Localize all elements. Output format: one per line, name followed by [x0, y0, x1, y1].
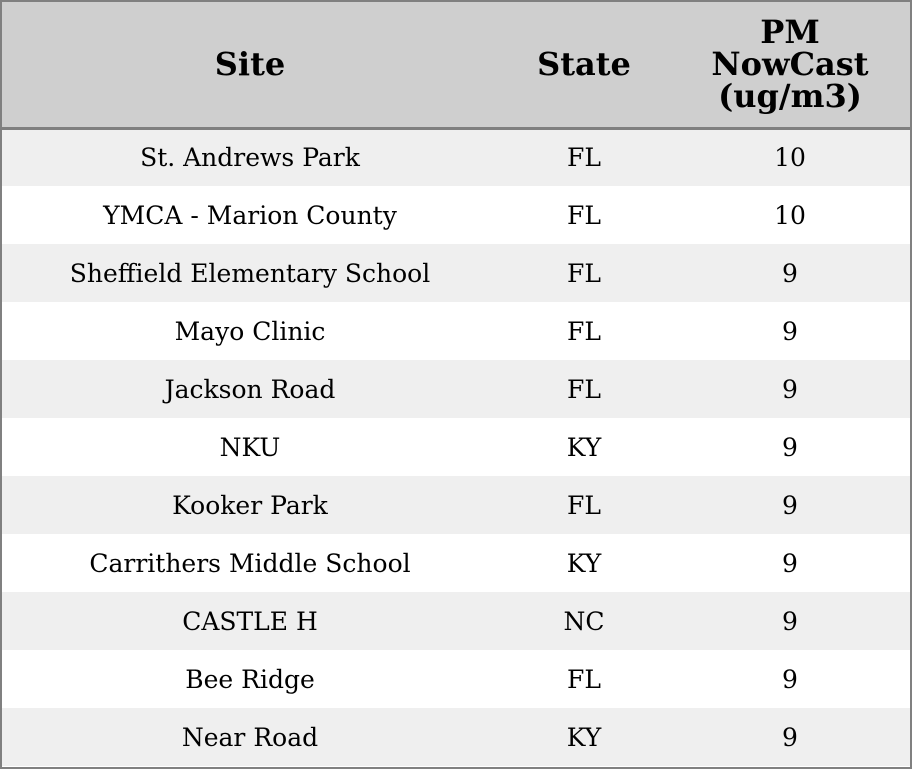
- pm-nowcast-cell: 9: [782, 490, 798, 520]
- table-row: [2, 302, 910, 360]
- state-cell: FL: [567, 316, 601, 346]
- site-cell: Carrithers Middle School: [89, 548, 411, 578]
- table-row: [2, 186, 910, 244]
- site-cell: Near Road: [181, 722, 319, 752]
- table-row: [2, 360, 910, 418]
- site-cell: Mayo Clinic: [174, 316, 326, 346]
- pm-nowcast-cell: 10: [774, 200, 806, 230]
- pm-nowcast-cell: 9: [782, 374, 798, 404]
- table-row: [2, 650, 910, 708]
- column-header-state: State: [498, 2, 670, 128]
- site-cell: Bee Ridge: [185, 664, 315, 694]
- site-cell: Jackson Road: [164, 374, 336, 404]
- site-cell: Kooker Park: [172, 490, 328, 520]
- pm-nowcast-cell: 9: [782, 664, 798, 694]
- state-cell: KY: [566, 722, 602, 752]
- site-cell: YMCA - Marion County: [103, 200, 397, 230]
- table-row: [2, 244, 910, 302]
- table-row: [2, 534, 910, 592]
- pm-nowcast-table: [2, 2, 910, 766]
- site-cell: St. Andrews Park: [140, 143, 360, 173]
- pm-nowcast-cell: 9: [782, 316, 798, 346]
- state-cell: FL: [567, 664, 601, 694]
- column-header-site: Site: [2, 2, 498, 128]
- state-cell: FL: [567, 143, 601, 173]
- pm-nowcast-cell: 9: [782, 722, 798, 752]
- state-cell: KY: [566, 548, 602, 578]
- table-header: [2, 2, 910, 128]
- state-cell: FL: [567, 258, 601, 288]
- header-row: [2, 2, 910, 128]
- state-cell: FL: [567, 200, 601, 230]
- table-body: [2, 128, 910, 766]
- pm-nowcast-cell: 9: [782, 606, 798, 636]
- column-header-pm-nowcast: [670, 2, 910, 128]
- state-cell: FL: [567, 374, 601, 404]
- site-cell: NKU: [219, 432, 281, 462]
- pm-nowcast-cell: 9: [782, 548, 798, 578]
- state-cell: KY: [566, 432, 602, 462]
- pm-header-line-3: (ug/m3): [718, 77, 862, 116]
- pm-header-line-1: PM: [760, 13, 820, 52]
- site-cell: Sheffield Elementary School: [69, 258, 431, 288]
- state-cell: NC: [563, 606, 605, 636]
- table-row: [2, 476, 910, 534]
- table-row: [2, 418, 910, 476]
- pm-header-line-2: NowCast: [711, 45, 869, 84]
- table-row: [2, 708, 910, 766]
- table-row: [2, 128, 910, 186]
- pm-nowcast-cell: 9: [782, 432, 798, 462]
- pm-nowcast-cell: 9: [782, 258, 798, 288]
- pm-nowcast-cell: 10: [774, 143, 806, 173]
- site-cell: CASTLE H: [182, 606, 318, 636]
- table-row: [2, 592, 910, 650]
- state-cell: FL: [567, 490, 601, 520]
